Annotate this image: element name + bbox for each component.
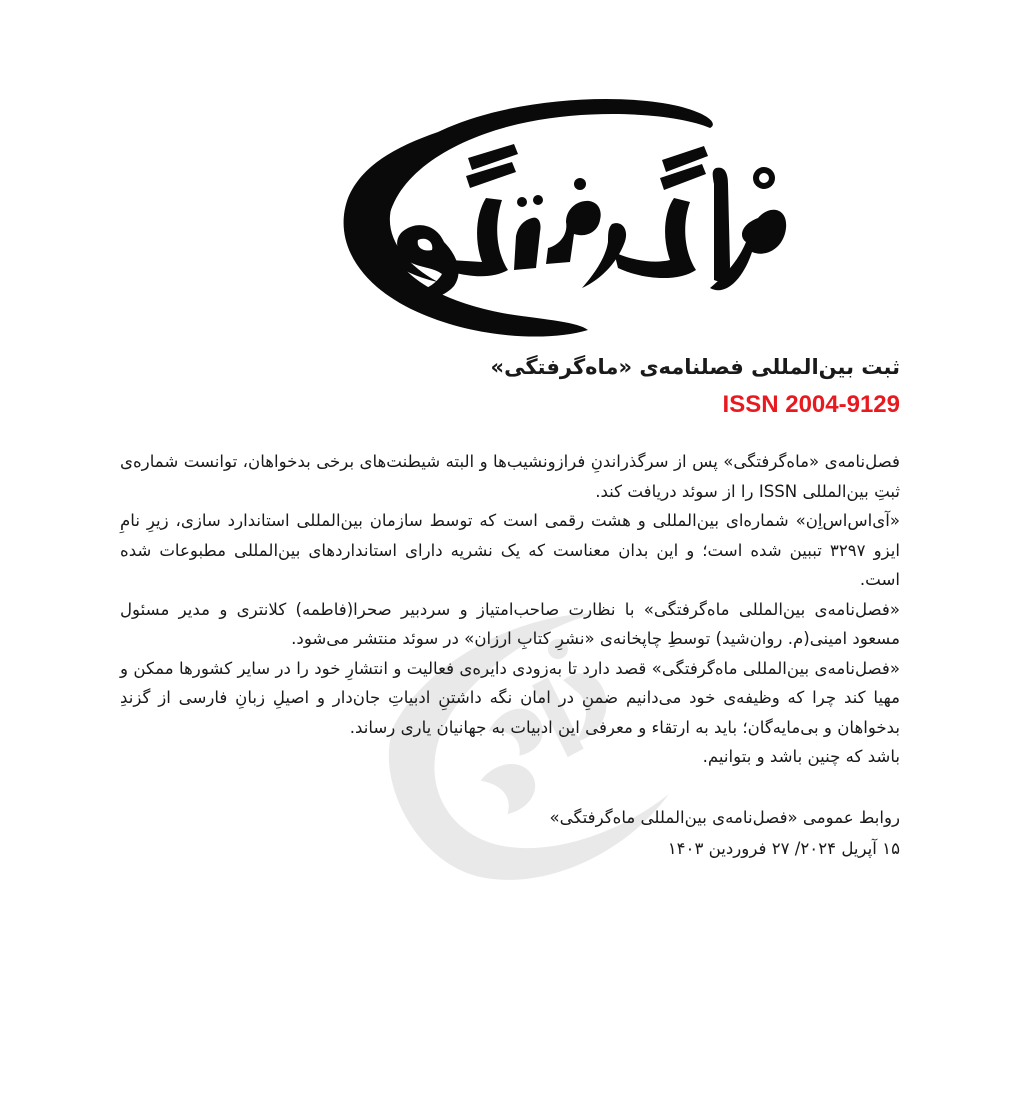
mahgereftegi-logo	[318, 92, 806, 342]
paragraph: «فصل‌نامه‌ی بین‌المللی ماه‌گرفتگی» با نظارت صاحب‌امتیاز و سردبیر صحرا(فاطمه) کلانتری و مدیر مسئول مسعود امینی(م. روان‌شید) توسطِ چاپخانه‌ی «نشرِ کتابِ ارزان» در سوئد منتشر می‌شود.	[120, 599, 900, 648]
paragraph: «آی‌اس‌اس‌اِن» شماره‌ای بین‌المللی و هشت رقمی است که توسط سازمان بین‌المللی استاندارد سازی، زیرِ نامِ ایزو ۳۲۹۷ تببین شده است؛ و این بدان معناست که یک نشریه دارای استانداردهای بین‌المللی مطبوعات شده است.	[120, 511, 900, 589]
paragraph: «فصل‌نامه‌ی بین‌المللی ماه‌گرفتگی» قصد دارد تا به‌زودی دایره‌ی فعالیت و انتشارِ خود را در سایر کشورها ممکن و مهیا کند چرا که وظیفه‌ی خود می‌دانیم ضمنِ در امان نگه داشتنِ ادبیاتِ جان‌دار و اصیلِ زبانِ فارسی از گزندِ بدخواهان و بی‌مایه‌گان؛ باید به ارتقاء و معرفی این ادبیات به جهانیان یاری رساند.	[120, 658, 900, 737]
crescent-swoosh	[344, 99, 713, 337]
page-title: ثبت بین‌المللی فصلنامه‌ی «ماه‌گرفتگی»	[490, 355, 900, 379]
issn-number: ISSN 2004-9129	[722, 391, 900, 418]
paragraph: باشد که چنین باشد و بتوانیم.	[702, 747, 900, 766]
paragraph: فصل‌نامه‌ی «ماه‌گرفتگی» پس از سرگذراندنِ فرازونشیب‌ها و البته شیطنت‌های برخی بدخواهان، توانست شماره‌ی ثبتِ بین‌المللی ISSN را از سوئد دریافت کند.	[120, 452, 900, 501]
signature-date: ۱۵ آپریل ۲۰۲۴/ ۲۷ فروردین ۱۴۰۳	[667, 838, 900, 858]
announcement-content	[120, 352, 900, 864]
signature-line: روابط عمومی «فصل‌نامه‌ی بین‌المللی ماه‌گرفتگی»	[549, 807, 900, 827]
signature-block	[120, 802, 900, 864]
announcement-body	[120, 447, 900, 772]
